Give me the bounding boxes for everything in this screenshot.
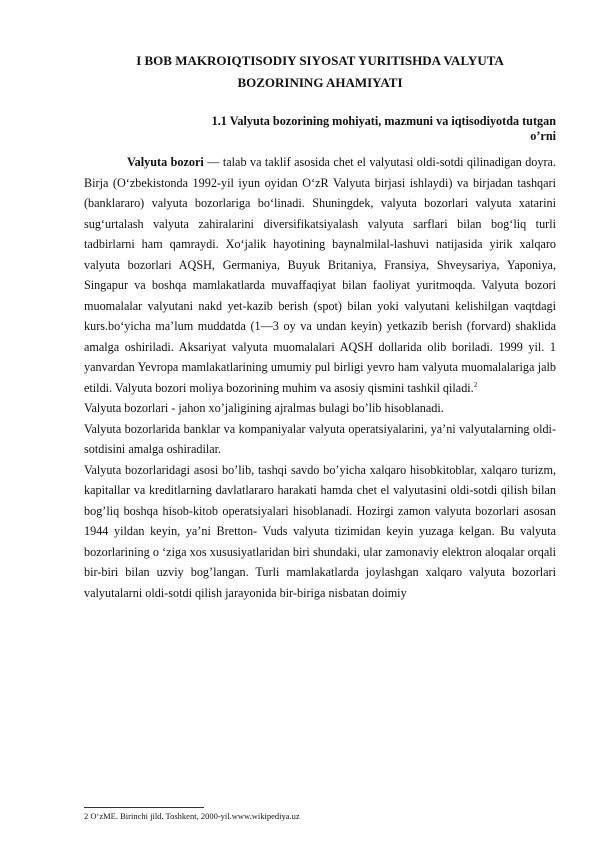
paragraph-banks-companies: Valyuta bozorlarida banklar va kompaniyalar valyuta operatsiyalarini, ya’ni valyutalarning oldi-sotdisini amalga oshiradilar. <box>84 421 556 456</box>
footnote: 2 OʻzME. Birinchi jild. Toshkent, 2000-yil.www.wikipediya.uz <box>84 811 300 821</box>
chapter-title <box>84 50 556 94</box>
body-text <box>84 152 556 603</box>
paragraph-market-basis: Valyuta bozorlaridagi asosi bo’lib, tashqi savdo bo’yicha xalqaro hisobkitoblar, xalqaro turizm, kapitallar va kreditlarning davlatlararo harakati hamda chet el valyutasini oldi-sotdi qilish bilan bog’liq boshqa hisob-kitob operatsiyalari hisoblanadi. Hozirgi zamon valyuta bozorlari asosan 1944 yildan keyin, ya’ni Bretton- Vuds valyuta tizimidan keyin yuzaga kelgan. Bu valyuta bozorlarining o ‘ziga xos xususiyatlaridan biri shundaki, ular zamonaviy elektron aloqalar orqali bir-biri bilan uzviy bog’langan. Turli mamlakatlarda joylashgan xalqaro valyuta bozorlari valyutalarni oldi-sotdi qilish jarayonida bir-biriga nisbatan doimiy <box>84 462 556 600</box>
paragraph-definition <box>84 152 556 398</box>
section-title-line-2: o’rni <box>530 129 556 143</box>
section-title-line-1: 1.1 Valyuta bozorining mohiyati, mazmuni va iqtisodiyotda tutgan <box>211 114 556 128</box>
footnote-divider <box>84 807 204 808</box>
footnote-reference[interactable]: 2 <box>473 380 478 389</box>
section-title <box>84 114 556 144</box>
chapter-title-line-2: BOZORINING AHAMIYATI <box>237 75 403 90</box>
paragraph-definition-text: — talab va taklif asosida chet el valyutasi oldi-sotdi qilinadigan doyra. Birja (Oʻzbekistonda 1992-yil iyun oyidan OʻzR Valyuta birjasi ishlaydi) va birjadan tashqari (banklararo) valyuta bozorlariga boʻlinadi. Shuningdek, valyuta bozorlari valyuta xatarini sugʻurtalash valyuta zahiralarini diversifikatsiyalash valyuta sarflari bilan bogʻliq turli tadbirlarni ham qamraydi. Xoʻjalik hayotining baynalmilal-lashuvi natijasida yirik xalqaro valyuta bozorlari AQSH, Germaniya, Buyuk Britaniya, Fransiya, Shveysariya, Yaponiya, Singapur va boshqa mamlakatlarda muvaffaqiyat bilan faoliyat yuritmoqda. Valyuta bozori muomalalar valyutani nakd yet-kazib berish (spot) bilan yoki valyutani kelishilgan vaqtdagi kurs.boʻyicha maʼlum muddatda (1—3 oy va undan keyin) yetkazib berish (forvard) shaklida amalga oshiriladi. Aksariyat valyuta muomalalari AQSH dollarida olib boriladi. 1999 yil. 1 yanvardan Yevropa mamlakatlarining umumiy pul birligi yevro ham valyuta muomalalariga jalb etildi. Valyuta bozori moliya bozorining muhim va asosiy qismini tashkil qiladi. <box>84 155 556 395</box>
defined-term: Valyuta bozori <box>127 155 204 169</box>
paragraph-world-economy: Valyuta bozorlari - jahon xo’jaligining ajralmas bulagi bo’lib hisoblanadi. <box>84 401 444 415</box>
chapter-title-line-1: I BOB MAKROIQTISODIY SIYOSAT YURITISHDA VALYUTA <box>136 53 504 68</box>
